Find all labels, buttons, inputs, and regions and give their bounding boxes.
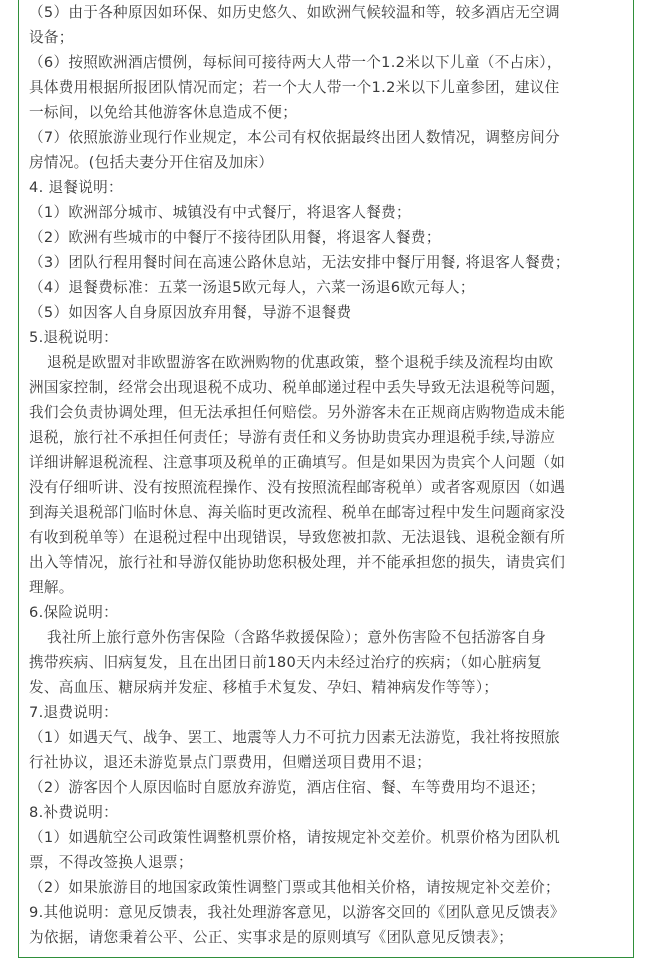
text-line: 理解。	[29, 579, 74, 596]
text-line: （5）由于各种原因如环保、如历史悠久、如欧洲气候较温和等，较多酒店无空调	[29, 4, 560, 21]
section-heading: 8.补费说明：	[29, 804, 118, 821]
section-heading: 6.保险说明：	[29, 604, 118, 621]
text-line: （7）依照旅游业现行作业规定，本公司有权依据最终出团人数情况，调整房间分	[29, 129, 560, 146]
text-line: 洲国家控制，经常会出现退税不成功、税单邮递过程中丢失导致无法退税等问题，	[29, 379, 566, 396]
text-line: （5）如因客人自身原因放弃用餐，导游不退餐费	[29, 304, 352, 321]
text-line: 票，不得改签换人退票；	[29, 854, 193, 871]
text-line: 具体费用根据所报团队情况而定；若一个大人带一个1.2米以下儿童参团，建议住	[29, 79, 560, 96]
text-line: （3）团队行程用餐时间在高速公路休息站，无法安排中餐厅用餐, 将退客人餐费；	[29, 254, 570, 271]
text-line: （2）如果旅游目的地国家政策性调整门票或其他相关价格，请按规定补交差价；	[29, 879, 560, 896]
text-line: 到海关退税部门临时休息、海关临时更改流程、税单在邮寄过程中发生问题商家没	[29, 504, 566, 521]
section-heading: 5.退税说明：	[29, 329, 118, 346]
text-line: 发、高血压、糖尿病并发症、移植手术复发、孕妇、精神病发作等等）；	[29, 679, 499, 696]
text-line: （1）如遇航空公司政策性调整机票价格，请按规定补交差价。机票价格为团队机	[29, 829, 560, 846]
section-heading: 7.退费说明：	[29, 704, 118, 721]
text-line: 退税，旅行社不承担任何责任；导游有责任和义务协助贵宾办理退税手续,导游应	[29, 429, 556, 446]
text-line: 出入等情况，旅行社和导游仅能协助您积极处理，并不能承担您的损失，请贵宾们	[29, 554, 566, 571]
text-line: （6）按照欧洲酒店惯例，每标间可接待两大人带一个1.2米以下儿童（不占床），	[29, 54, 562, 71]
text-line: （2）游客因个人原因临时自愿放弃游览，酒店住宿、餐、车等费用均不退还；	[29, 779, 545, 796]
text-line: （1）欧洲部分城市、城镇没有中式餐厅，将退客人餐费；	[29, 204, 411, 221]
text-line: 没有仔细听讲、没有按照流程操作、没有按照流程邮寄税单）或者客观原因（如遇	[29, 479, 566, 496]
text-line: 为依据，请您秉着公平、公正、实事求是的原则填写《团队意见反馈表》；	[29, 929, 514, 946]
text-line: 携带疾病、旧病复发，且在出团日前180天内未经过治疗的疾病；（如心脏病复	[29, 654, 542, 671]
text-line: 房情况。(包括夫妻分开住宿及加床）	[29, 154, 274, 171]
text-line: （4）退餐费标准：五菜一汤退5欧元每人，六菜一汤退6欧元每人；	[29, 279, 475, 296]
text-line: 一标间，以免给其他游客休息造成不便；	[29, 104, 298, 121]
text-line: 我社所上旅行意外伤害保险（含路华救援保险）；意外伤害险不包括游客自身	[47, 629, 547, 646]
text-line: 有收到税单等）在退税过程中出现错误，导致您被扣款、无法退钱、退税金额有所	[29, 529, 566, 546]
text-line: 我们会负责协调处理，但无法承担任何赔偿。另外游客未在正规商店购物造成未能	[29, 404, 566, 421]
text-line: （1）如遇天气、战争、罢工、地震等人力不可抗力因素无法游览，我社将按照旅	[29, 729, 560, 746]
text-line: 设备；	[29, 29, 74, 46]
text-line: 详细讲解退税流程、注意事项及税单的正确填写。但是如果因为贵宾个人问题（如	[29, 454, 566, 471]
section-heading: 9.其他说明：意见反馈表，我社处理游客意见，以游客交回的《团队意见反馈表》	[29, 904, 565, 921]
text-line: 退税是欧盟对非欧盟游客在欧洲购物的优惠政策，整个退税手续及流程均由欧	[47, 354, 554, 371]
text-line: （2）欧洲有些城市的中餐厅不接待团队用餐，将退客人餐费；	[29, 229, 441, 246]
text-line: 行社协议，退还未游览景点门票费用，但赠送项目费用不退；	[29, 754, 432, 771]
notice-text	[29, 0, 627, 950]
section-heading: 4. 退餐说明：	[29, 179, 123, 196]
